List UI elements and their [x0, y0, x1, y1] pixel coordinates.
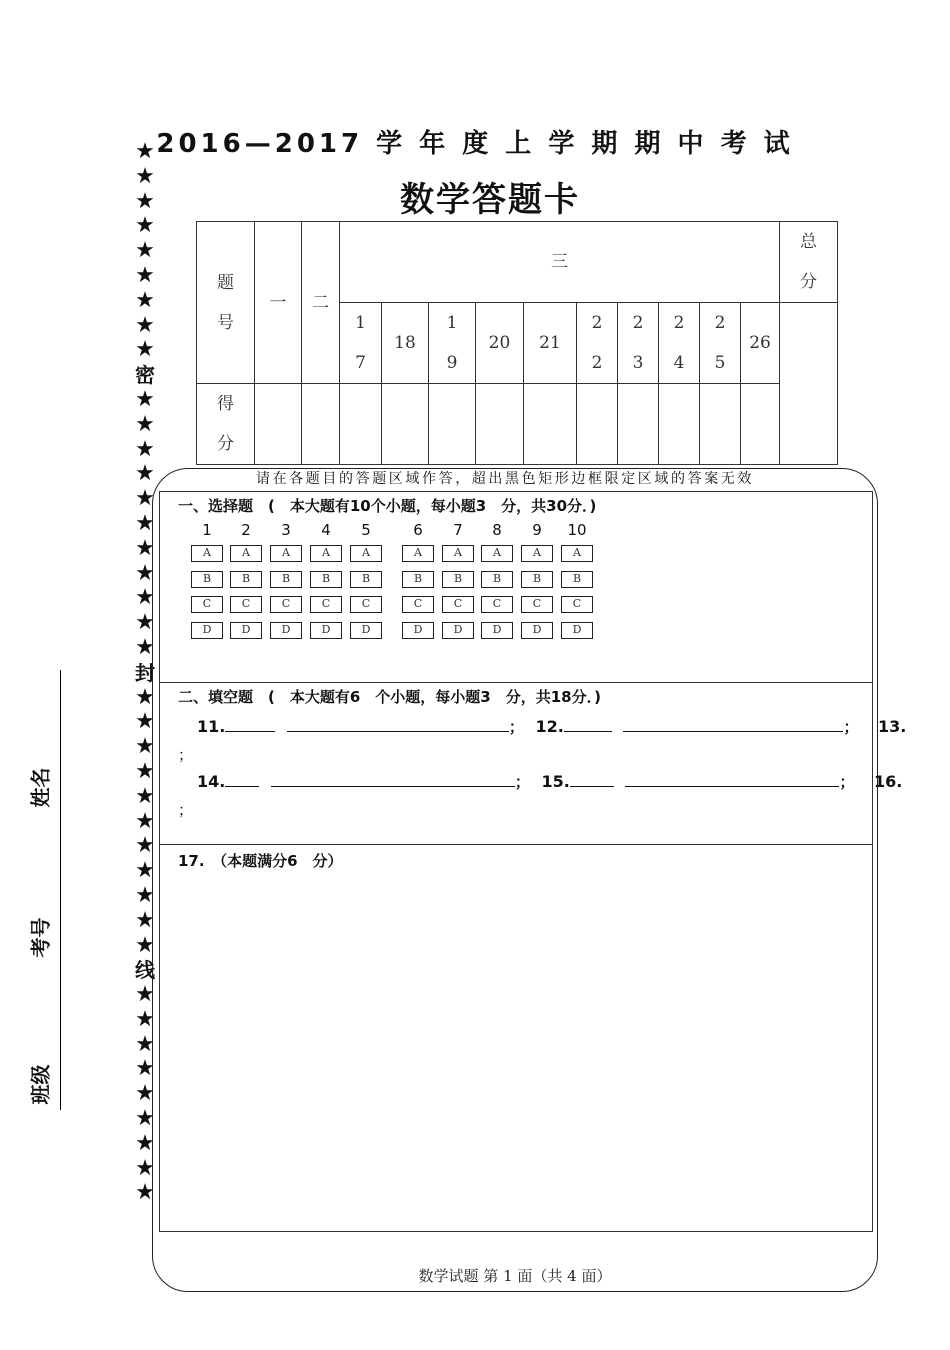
score-cell[interactable] [382, 384, 429, 465]
question-col-7: 2 4 [659, 303, 700, 384]
fill-row-1: 11. ； 12. ； 13. [197, 717, 907, 736]
option-box-b[interactable]: B [191, 571, 223, 588]
option-box-a[interactable]: A [402, 545, 434, 562]
option-box-c[interactable]: C [310, 596, 342, 613]
star-icon: ★ [135, 139, 155, 164]
option-box-d[interactable]: D [561, 622, 593, 639]
section-divider-1 [159, 682, 873, 683]
star-icon: ★ [135, 411, 155, 437]
star-icon: ★ [135, 808, 155, 834]
option-box-a[interactable]: A [442, 545, 474, 562]
star-icon: ★ [135, 436, 155, 462]
score-cell[interactable] [476, 384, 524, 465]
star-icon: ★ [135, 535, 155, 561]
question-number: 2 [241, 521, 251, 539]
star-icon: ★ [135, 1180, 155, 1206]
option-box-a[interactable]: A [230, 545, 262, 562]
q15-blank-b[interactable] [625, 772, 839, 787]
question-number: 6 [413, 521, 423, 539]
exam-number-label: 考号 [28, 917, 53, 958]
score-row-label: 得 分 [197, 384, 255, 465]
option-box-b[interactable]: B [270, 571, 302, 588]
star-icon: ★ [135, 1081, 155, 1107]
total-score-cell[interactable] [780, 303, 838, 465]
question-number: 3 [281, 521, 291, 539]
option-box-b[interactable]: B [442, 571, 474, 588]
q11-label: 11. [197, 717, 226, 736]
col-section-two: 二 [302, 222, 340, 384]
star-icon: ★ [135, 262, 155, 288]
option-box-b[interactable]: B [521, 571, 553, 588]
option-box-d[interactable]: D [310, 622, 342, 639]
q15-label: 15. [541, 772, 570, 791]
seal-label-feng: 封 [135, 660, 155, 685]
star-icon: ★ [135, 585, 155, 611]
star-icon: ★ [135, 238, 155, 264]
q16-semicolon: ； [178, 801, 194, 819]
student-info-strip [20, 670, 60, 1110]
score-table [196, 221, 838, 465]
score-cell[interactable] [618, 384, 659, 465]
star-icon: ★ [135, 833, 155, 859]
score-cell[interactable] [429, 384, 476, 465]
page-footer: 数学试题 第 1 面（共 4 面） [418, 1267, 612, 1285]
option-box-c[interactable]: C [350, 596, 382, 613]
score-cell[interactable] [524, 384, 577, 465]
star-icon: ★ [135, 982, 155, 1008]
star-icon: ★ [135, 783, 155, 809]
question-number-header: 题 号 [197, 222, 255, 384]
option-box-d[interactable]: D [230, 622, 262, 639]
star-icon: ★ [135, 634, 155, 660]
q14-blank-a[interactable] [225, 772, 259, 787]
option-box-a[interactable]: A [310, 545, 342, 562]
score-cell[interactable] [700, 384, 741, 465]
q17-title: 17. （本题满分6 分） [178, 852, 343, 870]
star-icon: ★ [135, 486, 155, 512]
score-cell[interactable] [340, 384, 382, 465]
seal-label-xian: 线 [135, 958, 155, 983]
option-box-d[interactable]: D [191, 622, 223, 639]
option-box-c[interactable]: C [191, 596, 223, 613]
option-box-d[interactable]: D [442, 622, 474, 639]
question-col-9: 26 [741, 303, 780, 384]
option-box-a[interactable]: A [481, 545, 513, 562]
star-icon: ★ [135, 1031, 155, 1057]
star-icon: ★ [135, 734, 155, 760]
star-icon: ★ [135, 163, 155, 189]
q11-blank-a[interactable] [225, 717, 275, 732]
star-icon: ★ [135, 709, 155, 735]
star-icon: ★ [135, 213, 155, 239]
question-col-8: 2 5 [700, 303, 741, 384]
q14-blank-b[interactable] [271, 772, 515, 787]
option-box-c[interactable]: C [481, 596, 513, 613]
q14-label: 14. [197, 772, 226, 791]
star-icon: ★ [135, 1056, 155, 1082]
score-cell[interactable] [255, 384, 302, 465]
question-number: 1 [202, 521, 212, 539]
question-number: 8 [492, 521, 502, 539]
option-box-b[interactable]: B [230, 571, 262, 588]
question-col-3: 20 [476, 303, 524, 384]
score-cell[interactable] [659, 384, 700, 465]
option-box-b[interactable]: B [310, 571, 342, 588]
option-box-a[interactable]: A [561, 545, 593, 562]
star-icon: ★ [135, 188, 155, 214]
q12-blank-a[interactable] [564, 717, 612, 732]
q17-answer-area[interactable] [162, 875, 870, 1227]
question-col-5: 2 2 [577, 303, 618, 384]
option-box-c[interactable]: C [230, 596, 262, 613]
star-icon: ★ [135, 1155, 155, 1181]
score-cell[interactable] [577, 384, 618, 465]
star-icon: ★ [135, 287, 155, 313]
star-icon: ★ [135, 932, 155, 958]
answer-notice: 请在各题目的答题区域作答，超出黑色矩形边框限定区域的答案无效 [256, 471, 754, 487]
star-icon: ★ [135, 337, 155, 363]
star-icon: ★ [135, 560, 155, 586]
question-number: 9 [532, 521, 542, 539]
option-box-d[interactable]: D [402, 622, 434, 639]
question-col-1: 18 [382, 303, 429, 384]
score-cell[interactable] [302, 384, 340, 465]
question-col-6: 2 3 [618, 303, 659, 384]
star-icon: ★ [135, 882, 155, 908]
class-label: 班级 [28, 1064, 53, 1105]
option-box-d[interactable]: D [270, 622, 302, 639]
option-box-b[interactable]: B [561, 571, 593, 588]
option-box-a[interactable]: A [521, 545, 553, 562]
q12-label: 12. [535, 717, 564, 736]
q16-label: 16. [874, 772, 903, 791]
q15-blank-a[interactable] [570, 772, 614, 787]
star-icon: ★ [135, 610, 155, 636]
q12-blank-b[interactable] [623, 717, 843, 732]
col-section-one: 一 [255, 222, 302, 384]
option-box-c[interactable]: C [561, 596, 593, 613]
question-col-4: 21 [524, 303, 577, 384]
total-header: 总 分 [780, 222, 838, 303]
star-icon: ★ [135, 907, 155, 933]
option-box-c[interactable]: C [442, 596, 474, 613]
q13-semicolon: ； [178, 746, 194, 764]
star-icon: ★ [135, 312, 155, 338]
question-number: 4 [321, 521, 331, 539]
option-box-c[interactable]: C [270, 596, 302, 613]
option-box-b[interactable]: B [350, 571, 382, 588]
exam-title: 2016—2017 学 年 度 上 学 期 期 中 考 试 [156, 129, 794, 159]
star-icon: ★ [135, 386, 155, 412]
option-box-a[interactable]: A [191, 545, 223, 562]
name-label: 姓名 [28, 767, 53, 808]
section-divider-2 [159, 844, 873, 845]
fill-section-title: 二、填空题 ( 本大题有6 个小题，每小题3 分，共18分．) [178, 688, 601, 706]
score-cell[interactable] [741, 384, 780, 465]
star-icon: ★ [135, 461, 155, 487]
col-section-three: 三 [340, 222, 780, 303]
question-number: 5 [361, 521, 371, 539]
star-icon: ★ [135, 1006, 155, 1032]
seal-label-mi: 密 [135, 363, 155, 388]
option-box-a[interactable]: A [350, 545, 382, 562]
star-icon: ★ [135, 858, 155, 884]
star-icon: ★ [135, 1130, 155, 1156]
option-box-b[interactable]: B [402, 571, 434, 588]
answer-sheet-title: 数学答题卡 [400, 180, 580, 220]
q13-label: 13. [878, 717, 907, 736]
info-underline [60, 670, 61, 1110]
question-col-2: 1 9 [429, 303, 476, 384]
option-box-a[interactable]: A [270, 545, 302, 562]
q11-blank-b[interactable] [287, 717, 509, 732]
star-icon: ★ [135, 1106, 155, 1132]
option-box-d[interactable]: D [481, 622, 513, 639]
star-icon: ★ [135, 510, 155, 536]
option-box-c[interactable]: C [521, 596, 553, 613]
option-box-b[interactable]: B [481, 571, 513, 588]
question-number: 10 [567, 521, 587, 539]
question-number: 7 [453, 521, 463, 539]
option-box-d[interactable]: D [350, 622, 382, 639]
fill-row-2: 14. ； 15. ； 16. [197, 772, 903, 791]
choice-section-title: 一、选择题 ( 本大题有10个小题，每小题3 分，共30分．) [178, 497, 597, 515]
star-icon: ★ [135, 758, 155, 784]
star-icon: ★ [135, 684, 155, 710]
option-box-d[interactable]: D [521, 622, 553, 639]
question-col-0: 1 7 [340, 303, 382, 384]
option-box-c[interactable]: C [402, 596, 434, 613]
